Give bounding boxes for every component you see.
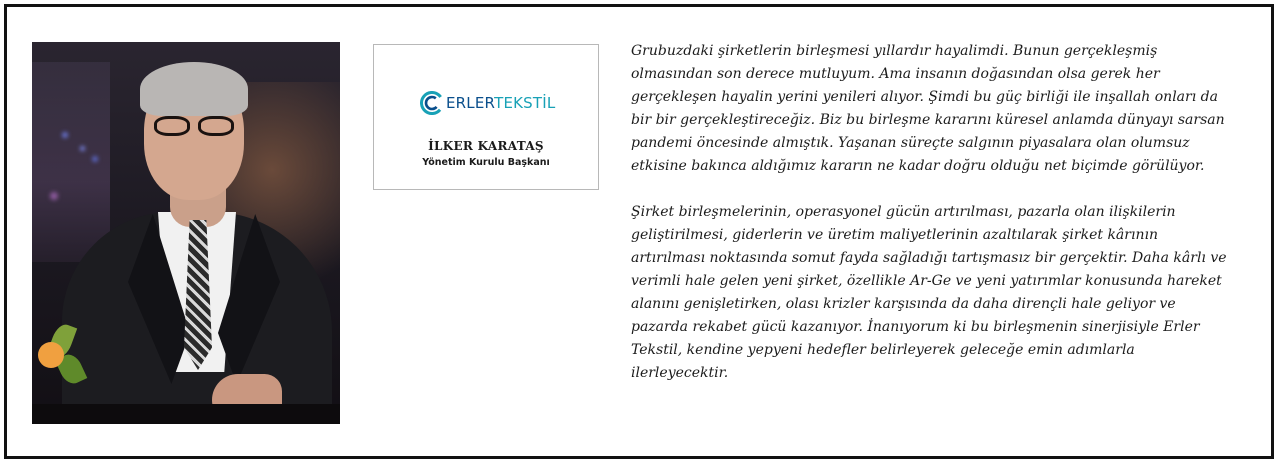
photo-bokeh-light	[92, 156, 98, 162]
portrait-photo	[32, 42, 340, 424]
company-logo	[420, 89, 555, 117]
quote-paragraph: Şirket birleşmelerinin, operasyonel gücün artırılması, pazarla olan ilişkilerin geliştirilmesi, giderlerin ve üretim maliyetlerinin azaltılarak şirket kârının artırılması noktasında somut fayda sağladığı tartışmasız bir gerçektir. Daha kârlı ve verimli hale gelen yeni şirket, özellikle Ar-Ge ve yeni yatırımlar konusunda hareket alanını genişletirken, olası krizler karşısında da daha dirençli hale geliyor ve pazarda rekabet gücü kazanıyor. İnanıyorum ki bu birleşmenin sinerjisiyle Erler Tekstil, kendine yepyeni hedefler belirleyerek geleceğe emin adımlarla ilerleyecektir.	[631, 204, 1227, 381]
name-card	[373, 44, 599, 190]
photo-flower	[32, 324, 88, 394]
photo-bokeh-light	[80, 146, 85, 151]
person-name: İLKER KARATAŞ	[428, 139, 544, 153]
logo-brand-part2: TEKSTİL	[494, 94, 556, 112]
logo-brand-part1: ERLER	[446, 94, 495, 112]
logo-wordmark	[446, 94, 555, 112]
photo-table	[32, 404, 340, 424]
photo-hair	[140, 62, 248, 116]
photo-bokeh-light	[50, 192, 58, 200]
photo-background-window	[32, 62, 110, 262]
photo-bokeh-light	[62, 132, 68, 138]
quote-text	[631, 40, 1229, 408]
logo-mark-icon	[420, 91, 444, 115]
photo-glasses	[148, 116, 240, 136]
quote-paragraph: Grubuzdaki şirketlerin birleşmesi yıllardır hayalimdi. Bunun gerçekleşmiş olmasından son derece mutluyum. Ama insanın doğasından olsa gerek her gerçekleşen hayalin yerini yenileri alıyor. Şimdi bu güç birliği ile inşallah onları da bir bir gerçekleştireceğiz. Biz bu birleşme kararını küresel anlamda dünyayı sarsan pandemi öncesinde almıştık. Yaşanan süreçte salgının piyasalara olan olumsuz etkisine bakınca aldığımız kararın ne kadar doğru olduğu net biçimde görülüyor.	[631, 43, 1225, 174]
person-title: Yönetim Kurulu Başkanı	[422, 157, 550, 168]
